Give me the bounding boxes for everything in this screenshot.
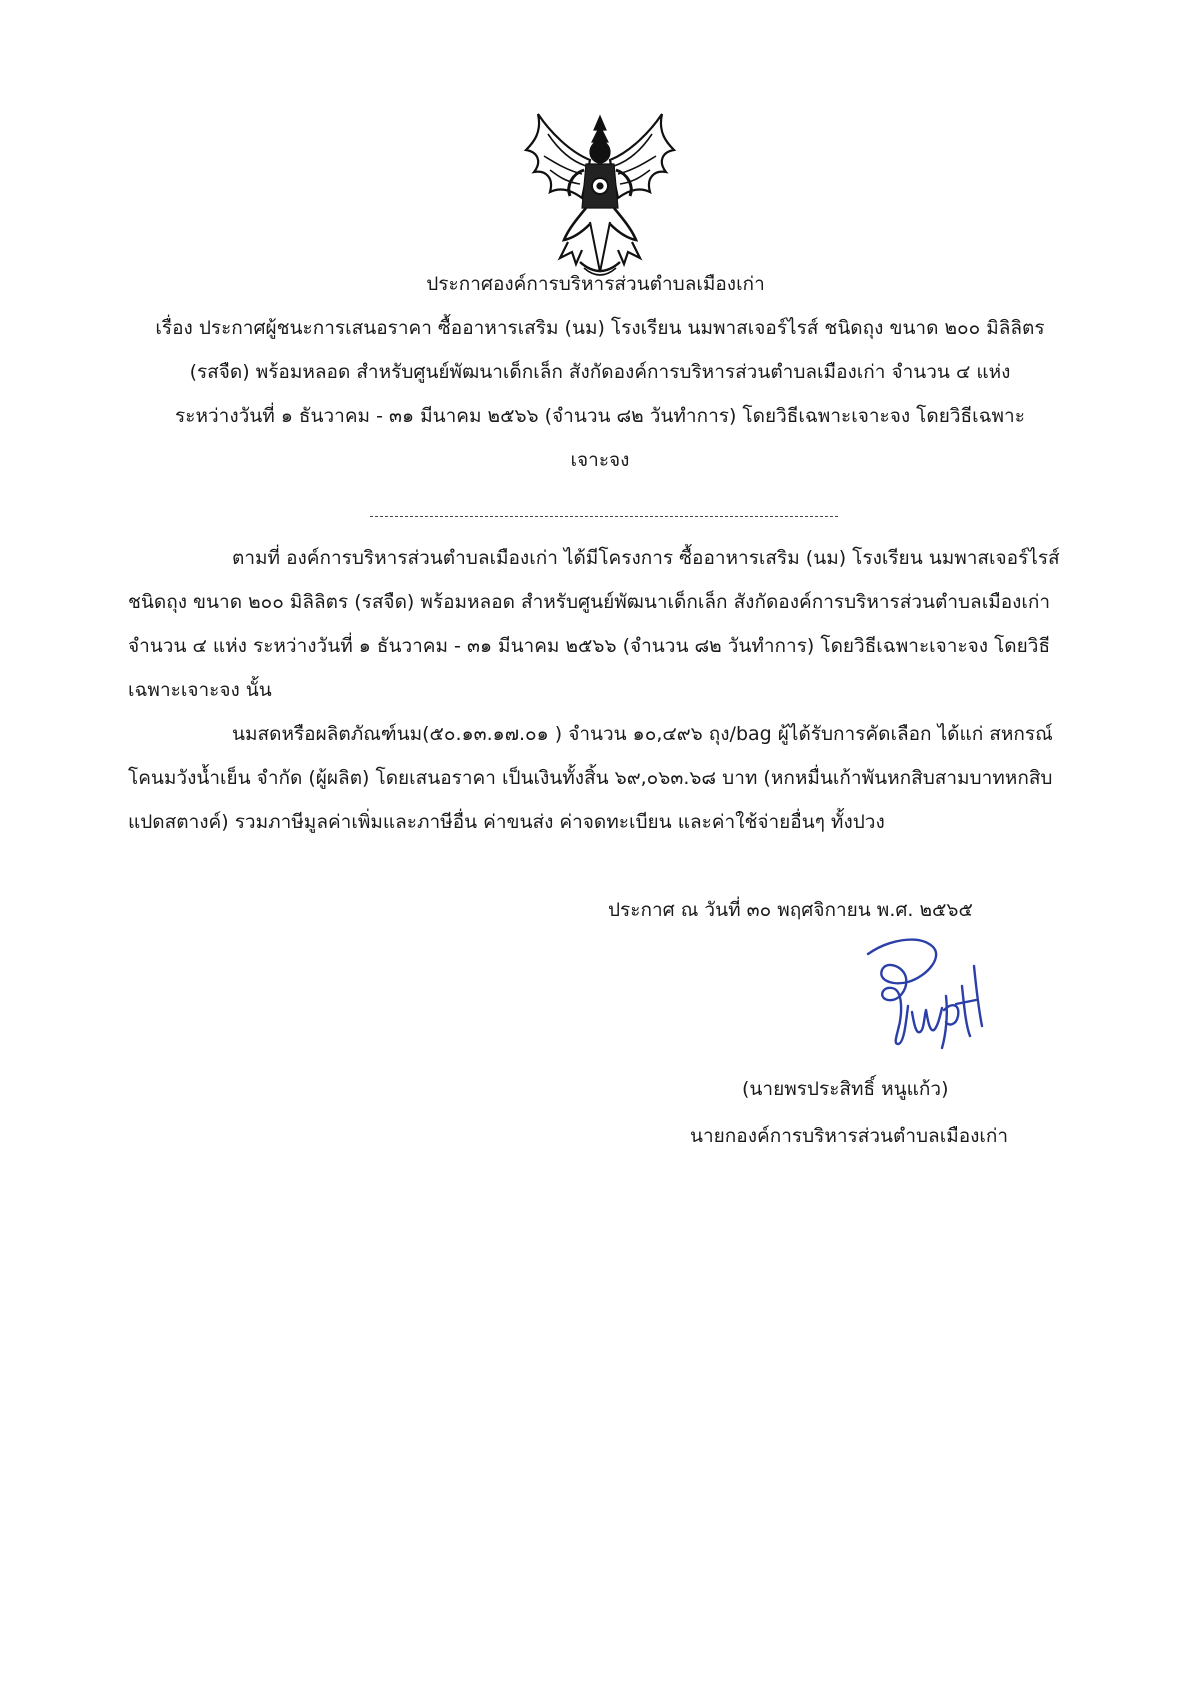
paragraph-2-line-3: แปดสตางค์) รวมภาษีมูลค่าเพิ่มและภาษีอื่น ค่าขนส่ง ค่าจดทะเบียน และค่าใช้จ่ายอื่นๆ ทั้งปวง (128, 811, 885, 833)
handwritten-signature-icon (848, 926, 998, 1066)
paragraph-1-line-2: ชนิดถุง ขนาด ๒๐๐ มิลิลิตร (รสจืด) พร้อมหลอด สำหรับศูนย์พัฒนาเด็กเล็ก สังกัดองค์การบริหารส่วนตำบลเมืองเก่า (128, 591, 1051, 613)
signer-name: (นายพรประสิทธิ์ หนูแก้ว) (742, 1078, 949, 1100)
paragraph-2-line-1: นมสดหรือผลิตภัณฑ์นม(๕๐.๑๓.๑๗.๐๑ ) จำนวน ๑๐,๔๙๖ ถุง/bag ผู้ได้รับการคัดเลือก ได้แก่ สหกรณ์ (232, 723, 1053, 745)
paragraph-2-line-2: โคนมวังน้ำเย็น จำกัด (ผู้ผลิต) โดยเสนอราคา เป็นเงินทั้งสิ้น ๖๙,๐๖๓.๖๘ บาท (หกหมื่นเก้าพันหกสิบสามบาทหกสิบ (128, 767, 1053, 789)
paragraph-1-line-4: เฉพาะเจาะจง นั้น (128, 679, 272, 701)
signer-position: นายกองค์การบริหารส่วนตำบลเมืองเก่า (690, 1125, 1009, 1147)
organization-title: ประกาศองค์การบริหารส่วนตำบลเมืองเก่า (426, 273, 765, 295)
paragraph-1-line-3: จำนวน ๔ แห่ง ระหว่างวันที่ ๑ ธันวาคม - ๓๑ มีนาคม ๒๕๖๖ (จำนวน ๘๒ วันทำการ) โดยวิธีเฉพาะเจาะจง โดยวิธี (128, 635, 1051, 657)
subject-block (130, 306, 1070, 482)
announce-date: ประกาศ ณ วันที่ ๓๐ พฤศจิกายน พ.ศ. ๒๕๖๕ (608, 899, 973, 921)
garuda-emblem-icon (520, 112, 680, 282)
paragraph-1-line-1: ตามที่ องค์การบริหารส่วนตำบลเมืองเก่า ได้มีโครงการ ซื้ออาหารเสริม (นม) โรงเรียน นมพาสเจอร์ไรส์ (232, 547, 1060, 569)
subject-line-2: (รสจืด) พร้อมหลอด สำหรับศูนย์พัฒนาเด็กเล็ก สังกัดองค์การบริหารส่วนตำบลเมืองเก่า จำนวน ๔ แห่ง (189, 361, 1011, 383)
subject-line-4: เจาะจง (570, 449, 630, 471)
subject-line-1: เรื่อง ประกาศผู้ชนะการเสนอราคา ซื้ออาหารเสริม (นม) โรงเรียน นมพาสเจอร์ไรส์ ชนิดถุง ขนาด ๒๐๐ มิลิลิตร (155, 317, 1045, 339)
subject-line-3: ระหว่างวันที่ ๑ ธันวาคม - ๓๑ มีนาคม ๒๕๖๖ (จำนวน ๘๒ วันทำการ) โดยวิธีเฉพาะเจาะจง โดยวิธีเฉพาะ (175, 405, 1025, 427)
section-divider (370, 516, 838, 517)
